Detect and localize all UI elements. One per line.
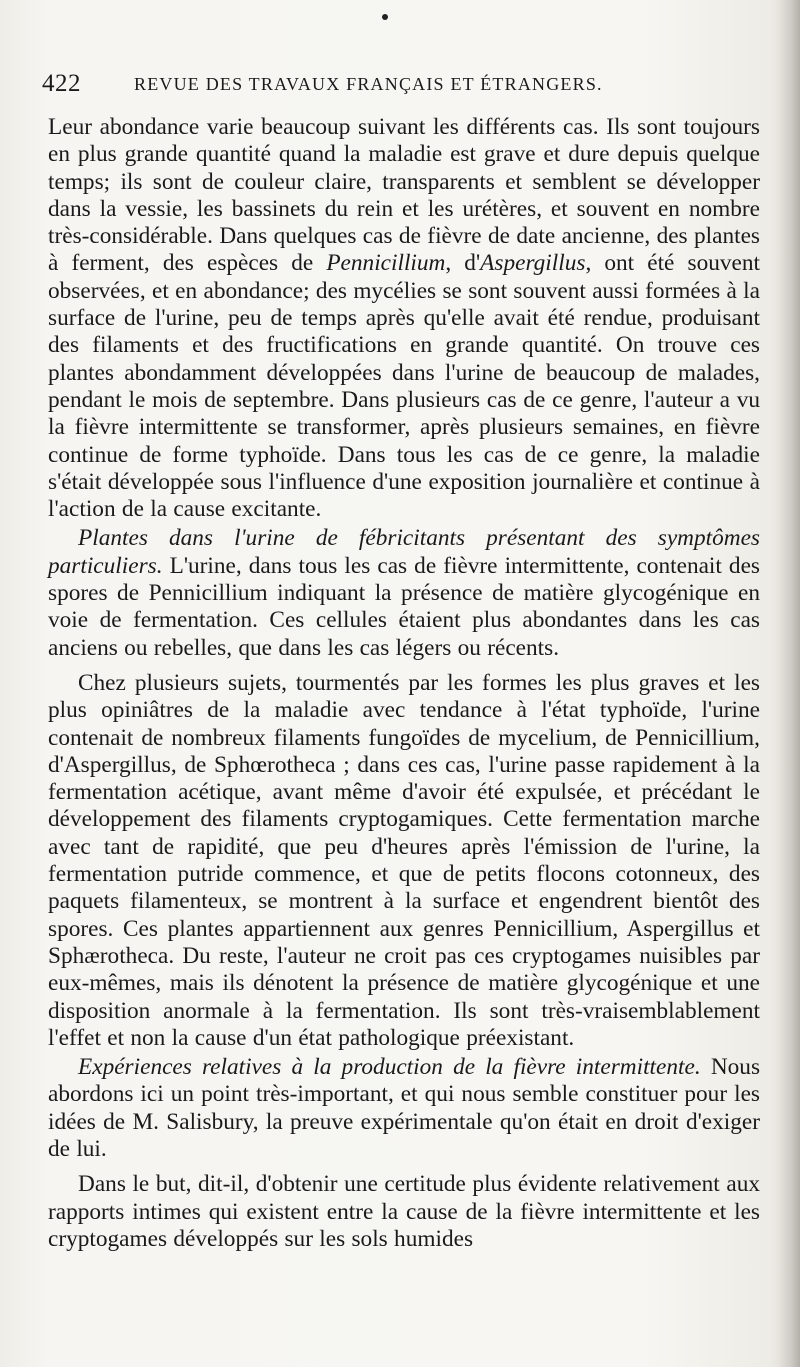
paragraph-1-italic-pennicillium: Pennicillium [326, 250, 446, 277]
paragraph-1-text-a: Leur abondance varie beaucoup suivant les différents cas. Ils sont toujours en plus grande quantité quand la maladie est grave et dure depuis quelque temps; ils sont de couleur claire, transparents et semblent se développer dans la vessie, les bassinets du rein et les urétères, et souvent en nombre très-considérable. Dans quelques cas de fièvre de date ancienne, des plantes à ferment, des espèces de [48, 114, 760, 277]
ink-dot [382, 14, 388, 20]
paragraph-2 [48, 525, 760, 661]
paragraph-5-text: Dans le but, dit-il, d'obtenir une certitude plus évidente relativement aux rapports intimes qui existent entre la cause de la fièvre intermittente et les cryptogames développés sur les sols humides [48, 1171, 760, 1252]
paragraph-5 [48, 1171, 760, 1253]
paragraph-2-heading: Plantes dans l'urine de fébricitants présentant des symptômes particuliers. [48, 525, 760, 579]
paragraph-3-text: Chez plusieurs sujets, tourmentés par les formes les plus graves et les plus opiniâtres de la maladie avec tendance à l'état typhoïde, l'urine contenait de nombreux filaments fungoïdes de mycelium, de Pennicillium, d'Aspergillus, de Sphœrotheca ; dans ces cas, l'urine passe rapidement à la fermentation acétique, avant même d'avoir été expulsée, et précédant le développement des filaments cryptogamiques. Cette fermentation marche avec tant de rapidité, que peu d'heures après l'émission de l'urine, la fermentation putride commence, et que de petits flocons cotonneux, des paquets filamenteux, se montrent à la surface et engendrent bientôt des spores. Ces plantes appartiennent aux genres Pennicillium, Aspergillus et Sphærotheca. Du reste, l'auteur ne croit pas ces cryptogames nuisibles par eux-mêmes, mais ils dénotent la présence de matière glycogénique et une disposition anormale à la fermentation. Ils sont très-vraisemblablement l'effet et non la cause d'un état pathologique préexistant. [48, 669, 760, 1051]
paragraph-1-italic-aspergillus: Aspergillus [480, 250, 586, 277]
body-text [48, 114, 760, 1253]
paragraph-4 [48, 1054, 760, 1163]
paragraph-2-text: L'urine, dans tous les cas de fièvre intermittente, contenait des spores de Pennicillium indiquant la présence de matière glycogénique en voie de fermentation. Ces cellules étaient plus abondantes dans les cas anciens ou rebelles, que dans les cas légers ou récents. [48, 552, 760, 661]
page-edge-shadow [778, 0, 800, 1367]
paragraph-3 [48, 670, 760, 1052]
page-number: 422 [42, 70, 81, 97]
paragraph-1-text-c: , ont été souvent observées, et en abondance; des mycélies se sont souvent aussi formées à la surface de l'urine, peu de temps après qu'elle avait été rendue, produisant des filaments et des fructifications en grande quantité. On trouve ces plantes abondamment développées dans l'urine de beaucoup de malades, pendant le mois de septembre. Dans plusieurs cas de ce genre, l'auteur a vu la fièvre intermittente se transformer, après plusieurs semaines, en fièvre continue de forme typhoïde. Dans tous les cas de ce genre, la maladie s'était développée sous l'influence d'une exposition journalière et continue à l'action de la cause excitante. [48, 250, 760, 523]
paragraph-1-text-b: , d' [445, 250, 481, 277]
paragraph-1 [48, 114, 760, 523]
running-title: REVUE DES TRAVAUX FRANÇAIS ET ÉTRANGERS. [134, 74, 603, 94]
paragraph-4-text: Nous abordons ici un point très-important, et qui nous semble constituer pour les idées de M. Salisbury, la preuve expérimentale qu'on était en droit d'exiger de lui. [48, 1054, 761, 1162]
paragraph-4-heading: Expériences relatives à la production de la fièvre intermittente. [78, 1054, 701, 1081]
page-header [42, 70, 762, 106]
